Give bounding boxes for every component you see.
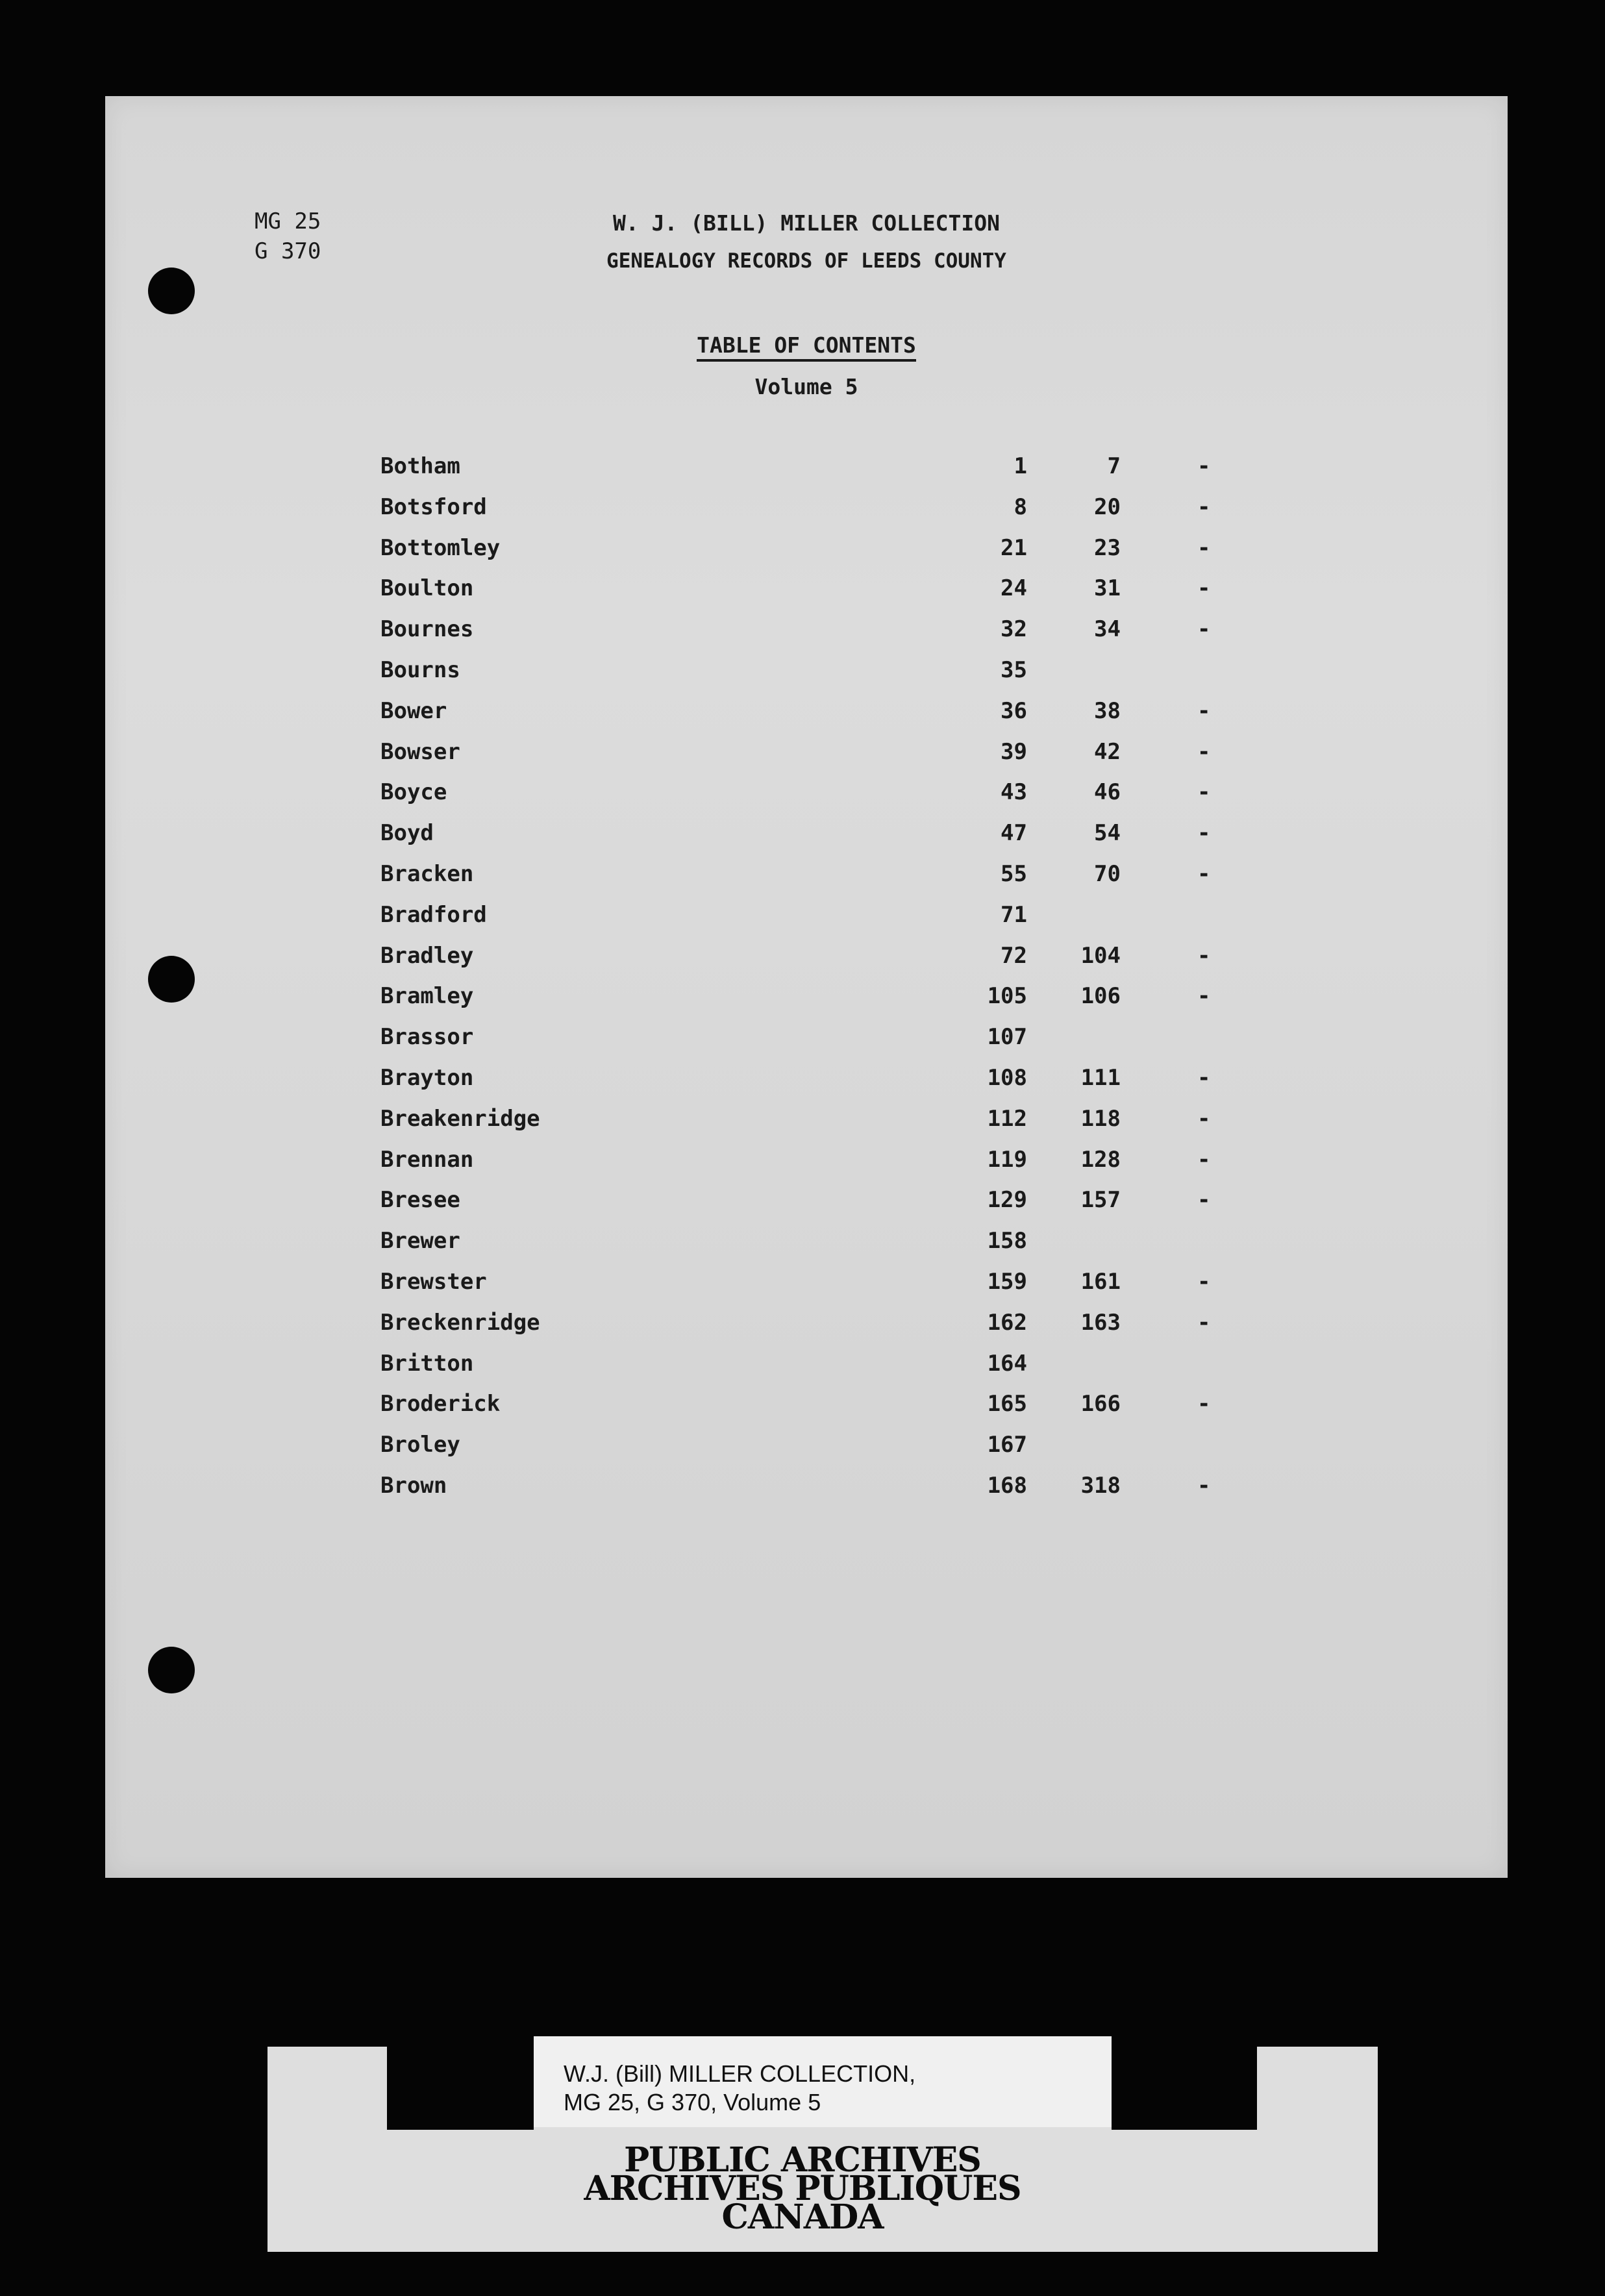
entry-range-dash: -: [1197, 983, 1211, 1010]
entry-end-page: 163: [1080, 1309, 1121, 1336]
toc-entry: [380, 657, 1341, 698]
entry-surname: Brennan: [380, 1146, 474, 1173]
entry-range-dash: -: [1197, 575, 1211, 602]
entry-surname: Boyd: [380, 820, 434, 847]
entry-range-dash: -: [1197, 616, 1211, 643]
punch-hole-middle: [148, 956, 195, 1003]
entry-range-dash: -: [1197, 493, 1211, 520]
entry-start-page: 71: [1001, 901, 1027, 928]
entry-range-dash: -: [1197, 1064, 1211, 1091]
entry-start-page: 167: [987, 1432, 1027, 1458]
entry-start-page: 43: [1001, 779, 1027, 806]
entry-surname: Bottomley: [380, 534, 501, 561]
entry-end-page: 70: [1094, 860, 1121, 887]
reference-line: MG 25: [255, 208, 321, 234]
entry-start-page: 32: [1001, 616, 1027, 643]
entry-surname: Bower: [380, 697, 447, 724]
entry-end-page: 318: [1080, 1472, 1121, 1499]
entry-surname: Bresee: [380, 1187, 460, 1214]
toc-entry: [380, 861, 1341, 902]
entry-end-page: 34: [1094, 616, 1121, 643]
entry-surname: Boulton: [380, 575, 474, 602]
entry-start-page: 105: [987, 983, 1027, 1010]
toc-entry: [380, 1351, 1341, 1391]
entry-end-page: 166: [1080, 1391, 1121, 1417]
entry-start-page: 112: [987, 1105, 1027, 1132]
entry-end-page: 23: [1094, 534, 1121, 561]
entry-start-page: 21: [1001, 534, 1027, 561]
card-line: W.J. (Bill) MILLER COLLECTION,: [564, 2060, 916, 2087]
entry-range-dash: -: [1197, 453, 1211, 479]
archive-stamp-line: CANADA: [721, 2197, 884, 2237]
entry-end-page: 42: [1094, 738, 1121, 765]
toc-entry: [380, 1024, 1341, 1065]
entry-start-page: 108: [987, 1064, 1027, 1091]
toc-entry: [380, 616, 1341, 657]
entry-range-dash: -: [1197, 697, 1211, 724]
entry-end-page: 118: [1080, 1105, 1121, 1132]
entry-end-page: 31: [1094, 575, 1121, 602]
punch-hole-top: [148, 268, 195, 314]
toc-entry: [380, 1228, 1341, 1269]
entry-end-page: 104: [1080, 942, 1121, 969]
entry-start-page: 162: [987, 1309, 1027, 1336]
entry-surname: Breakenridge: [380, 1105, 540, 1132]
document-page: [105, 96, 1508, 1878]
toc-entry: [380, 1269, 1341, 1310]
entry-start-page: 36: [1001, 697, 1027, 724]
entry-range-dash: -: [1197, 1472, 1211, 1499]
toc-entry: [380, 575, 1341, 616]
toc-entry: [380, 779, 1341, 820]
toc-entry: [380, 1065, 1341, 1106]
collection-title: W. J. (BILL) MILLER COLLECTION: [612, 210, 1001, 236]
toc-entry: [380, 698, 1341, 739]
entry-range-dash: -: [1197, 1187, 1211, 1214]
entry-range-dash: -: [1197, 942, 1211, 969]
archive-stamp-line: PUBLIC ARCHIVES: [624, 2140, 981, 2180]
entry-start-page: 1: [1014, 453, 1027, 479]
toc-entry: [380, 1187, 1341, 1228]
entry-surname: Bradley: [380, 942, 474, 969]
card-line: MG 25, G 370, Volume 5: [564, 2089, 821, 2115]
entry-start-page: 129: [987, 1187, 1027, 1214]
entry-surname: Bowser: [380, 738, 460, 765]
entry-surname: Bradford: [380, 901, 487, 928]
toc-entry: [380, 1310, 1341, 1351]
toc-entry: [380, 943, 1341, 984]
archive-stamp-line: ARCHIVES PUBLIQUES: [584, 2169, 1021, 2208]
entry-end-page: 106: [1080, 983, 1121, 1010]
entry-start-page: 24: [1001, 575, 1027, 602]
entry-start-page: 164: [987, 1350, 1027, 1377]
toc-entry: [380, 1432, 1341, 1473]
entry-surname: Breckenridge: [380, 1309, 540, 1336]
entry-surname: Brown: [380, 1472, 447, 1499]
entry-start-page: 159: [987, 1268, 1027, 1295]
toc-entry: [380, 983, 1341, 1024]
entry-start-page: 8: [1014, 493, 1027, 520]
entry-end-page: 161: [1080, 1268, 1121, 1295]
entry-end-page: 38: [1094, 697, 1121, 724]
volume-label: Volume 5: [754, 374, 858, 399]
toc-entry: [380, 902, 1341, 943]
entry-surname: Bourns: [380, 656, 460, 683]
toc-entry: [380, 1391, 1341, 1432]
entry-surname: Bramley: [380, 983, 474, 1010]
entry-range-dash: -: [1197, 534, 1211, 561]
entry-range-dash: -: [1197, 820, 1211, 847]
entry-start-page: 39: [1001, 738, 1027, 765]
entry-end-page: 46: [1094, 779, 1121, 806]
entry-surname: Broley: [380, 1432, 460, 1458]
toc-heading: [105, 332, 1508, 358]
toc-entry: [380, 453, 1341, 494]
entry-surname: Brassor: [380, 1024, 474, 1051]
collection-card-text: [564, 2060, 915, 2117]
toc-entry: [380, 739, 1341, 780]
entry-start-page: 158: [987, 1228, 1027, 1254]
entry-surname: Brewster: [380, 1268, 487, 1295]
entry-start-page: 119: [987, 1146, 1027, 1173]
entry-start-page: 165: [987, 1391, 1027, 1417]
entry-surname: Britton: [380, 1350, 474, 1377]
entry-range-dash: -: [1197, 1146, 1211, 1173]
toc-entry: [380, 1147, 1341, 1188]
toc-entry: [380, 494, 1341, 535]
entry-surname: Broderick: [380, 1391, 501, 1417]
toc-entry: [380, 820, 1341, 861]
toc-heading-text: TABLE OF CONTENTS: [697, 332, 916, 362]
label-notch-right: [1112, 2047, 1257, 2130]
entry-end-page: 7: [1107, 453, 1121, 479]
toc-entry: [380, 535, 1341, 576]
entry-end-page: 20: [1094, 493, 1121, 520]
entry-start-page: 107: [987, 1024, 1027, 1051]
punch-hole-bottom: [148, 1647, 195, 1693]
entry-start-page: 47: [1001, 820, 1027, 847]
document-subtitle: GENEALOGY RECORDS OF LEEDS COUNTY: [606, 249, 1006, 273]
entry-start-page: 35: [1001, 656, 1027, 683]
entry-range-dash: -: [1197, 779, 1211, 806]
entry-surname: Botsford: [380, 493, 487, 520]
entry-range-dash: -: [1197, 1105, 1211, 1132]
entry-range-dash: -: [1197, 738, 1211, 765]
entry-range-dash: -: [1197, 860, 1211, 887]
entry-end-page: 128: [1080, 1146, 1121, 1173]
toc-list: [380, 453, 1341, 1514]
entry-surname: Boyce: [380, 779, 447, 806]
entry-range-dash: -: [1197, 1268, 1211, 1295]
entry-end-page: 111: [1080, 1064, 1121, 1091]
entry-surname: Brayton: [380, 1064, 474, 1091]
entry-surname: Brewer: [380, 1228, 460, 1254]
entry-range-dash: -: [1197, 1391, 1211, 1417]
label-notch-left: [387, 2047, 534, 2130]
entry-surname: Botham: [380, 453, 460, 479]
entry-surname: Bracken: [380, 860, 474, 887]
entry-start-page: 55: [1001, 860, 1027, 887]
entry-end-page: 54: [1094, 820, 1121, 847]
entry-range-dash: -: [1197, 1309, 1211, 1336]
entry-end-page: 157: [1080, 1187, 1121, 1214]
reference-line: G 370: [255, 238, 321, 264]
toc-entry: [380, 1106, 1341, 1147]
entry-start-page: 72: [1001, 942, 1027, 969]
toc-entry: [380, 1473, 1341, 1514]
entry-surname: Bournes: [380, 616, 474, 643]
entry-start-page: 168: [987, 1472, 1027, 1499]
